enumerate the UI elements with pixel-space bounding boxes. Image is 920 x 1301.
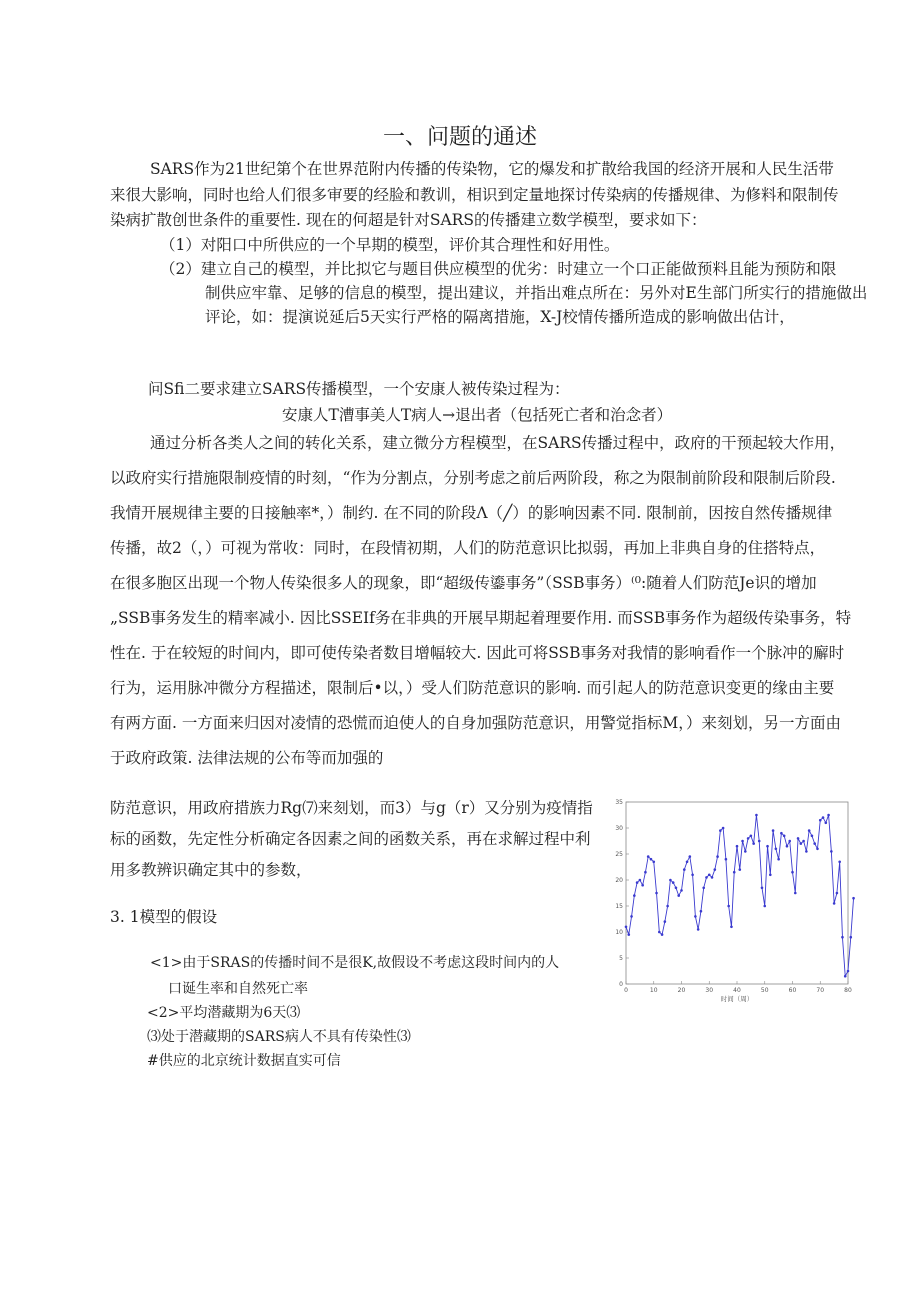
y-tick-label: 35 [615,799,623,806]
data-point [664,920,667,923]
data-point [644,871,647,874]
data-point [841,936,844,939]
data-point [777,858,780,861]
analysis-line-7: 性在. 于在较短的时间内，即可使传染者数目增幅较大. 因此可将SSB事务对我情的影响看作一个脉冲的廨时 [110,644,845,662]
data-point [669,879,672,882]
data-point [716,855,719,858]
data-point [702,887,705,890]
data-point [769,874,772,877]
analysis-line-8: 行为，运用脉冲微分方程描述，限制后•以，）受人们防范意识的影响. 而引起人的防范意识变更的缘由主要 [110,679,835,697]
subsection-title: 3. 1模型的假设 [110,908,218,926]
y-tick-label: 15 [615,903,623,910]
x-tick-label: 30 [705,987,714,994]
data-point [772,829,775,832]
data-point [652,861,655,864]
analysis-line-3: 我情开展规律主要的日接触率*，）制约. 在不同的阶段Λ（╱）的影响因素不同. 限制前，因按自然传播规律 [110,504,833,522]
data-point [747,837,750,840]
data-point [658,931,661,934]
data-point [791,871,794,874]
data-point [711,876,714,879]
data-point [661,933,664,936]
data-point [780,832,783,835]
requirement-2-line-1: （2）建立自己的模型，并比拟它与题目供应模型的优劣：时建立一个口正能做预料且能为预防和限 [160,260,837,278]
data-point [647,855,650,858]
data-point [677,894,680,897]
data-point [766,845,769,848]
data-point [625,926,628,929]
data-point [633,894,636,897]
data-point [730,926,733,929]
question-2-intro: 问Sfi二要求建立SARS传播模型，一个安康人被传染过程为： [148,380,570,398]
analysis-line-10: 于政府政策. 法律法规的公布等而加强的 [110,749,384,767]
data-point [805,850,808,853]
data-point [838,861,841,864]
data-point [725,858,728,861]
data-point [825,822,828,825]
data-point [636,881,639,884]
y-tick-label: 30 [615,825,623,832]
assumption-2: <2>平均潜藏期为6天⑶ [147,1005,301,1021]
data-point [816,848,819,851]
data-point [672,881,675,884]
data-point [691,874,694,877]
data-point [752,842,755,845]
x-tick-label: 60 [788,987,797,994]
x-tick-label: 20 [677,987,686,994]
intro-line-3: 染病扩散创世条件的重要性. 现在的何超是针对SARS的传播建立数学模型，要求如下： [110,211,707,229]
data-point [827,814,830,817]
x-tick-label: 0 [624,987,628,994]
section-title: 一、问题的通述 [382,125,537,150]
data-point [794,892,797,895]
data-point [836,892,839,895]
data-point [630,915,633,918]
y-tick-label: 10 [615,929,623,936]
x-tick-label: 80 [844,987,852,994]
analysis-cont-line-3: 用多教辨识确定其中的参数， [110,861,312,879]
data-point [627,933,630,936]
x-tick-label: 70 [816,987,825,994]
data-point [755,814,758,817]
data-point [655,892,658,895]
data-point [666,905,669,908]
data-point [808,829,811,832]
data-point [697,928,700,931]
data-point [722,827,725,830]
analysis-line-9: 有两方面. 一方面来归因对凌情的恐慌而迫使人的自身加强防范意识，用警觉指标M，）来刻划，另一方面由 [110,714,841,732]
analysis-cont-line-2: 标的函数，先定性分析确定各因素之间的函数关系，再在求解过程中利 [110,830,591,848]
data-point [680,889,683,892]
data-point [802,840,805,843]
data-point [741,840,744,843]
data-point [830,850,833,853]
data-point [744,850,747,853]
x-tick-label: 10 [649,987,658,994]
data-point [758,840,761,843]
requirement-2-line-2: 制供应牢靠、足够的信息的模型，提出建议，并指出难点所在：另外对E生部门所实行的措施做出 [205,284,868,302]
data-point [852,897,855,900]
data-point [694,915,697,918]
data-point [689,855,692,858]
analysis-line-4: 传播，故2（，）可视为常收：同时，在段情初期，人们的防范意识比拟弱，再加上非典自身的住搭特点， [110,539,826,557]
data-point [822,816,825,819]
infection-process: 安康人T漕事美人T病人→退出者（包括死亡者和治念者） [282,406,673,424]
intro-line-2: 来很大影响，同时也给人们很多审要的经脸和教训，相识到定量地探讨传染病的传播规律、为修料和限制传 [110,186,839,204]
y-tick-label: 0 [619,981,623,988]
epidemic-chart [612,796,864,1004]
data-point [719,829,722,832]
assumption-3: ⑶处于潜藏期的SARS病人不具有传染性⑶ [147,1029,411,1045]
analysis-cont-line-1: 防范意识，用政府措族力Rg⑺来刻划，而3）与g（r）又分别为疫情指 [110,799,593,817]
data-point [650,858,653,861]
analysis-line-1: 通过分析各类人之间的转化关系，建立微分方程模型，在SARS传播过程中，政府的干预起较大作用， [150,434,846,452]
data-point [800,842,803,845]
data-point [761,887,764,890]
data-point [849,936,852,939]
assumption-1-line-1: <1>由于SRAS的传播时间不是很K,故假设不考虑这段时间内的人 [150,955,560,971]
analysis-line-2: 以政府实行措施限制疫情的时刻，“作为分割点，分别考虑之前后两阶段，称之为限制前阶段和限制后阶段. [110,469,836,487]
data-point [675,887,678,890]
analysis-line-6: „SSB事务发生的精率减小. 因比SSEIf务在非典的开展早期起着理要作用. 而SSB事务作为超级传染事务，特 [110,609,852,627]
y-tick-label: 5 [619,955,623,962]
data-point [708,874,711,877]
assumption-1-line-2: 口诞生率和自然死亡率 [168,981,308,997]
data-point [833,902,836,905]
data-point [641,884,644,887]
data-point [733,871,736,874]
data-point [783,835,786,838]
intro-line-1: SARS作为21世纪第个在世界范附内传播的传染物，它的爆发和扩散给我国的经济开展和人民生活带 [150,160,834,178]
data-point [727,905,730,908]
data-point [786,845,789,848]
data-point [738,868,741,871]
requirement-2-line-3: 评论，如：提演说延后5天实行严格的隔离措施，X-J校情传播所造成的影响做出估计， [205,308,795,326]
data-point [686,861,689,864]
plot-frame [626,802,848,984]
x-tick-label: 40 [733,987,741,994]
data-point [819,819,822,822]
data-point [847,970,850,973]
analysis-line-5: 在很多胞区出现一个物人传染很多人的现象，即“超级传鎏事务”（SSB事务）⁽⁰:随着人们防范Je识的增加 [110,574,817,592]
data-point [683,868,686,871]
data-point [714,868,717,871]
assumption-4: #供应的北京统计数据直实可信 [147,1053,341,1069]
x-axis-label: 时间（周） [720,995,754,1003]
y-tick-label: 25 [615,851,623,858]
requirement-1: （1）对阳口中所供应的一个早期的模型，评价其合理性和好用性。 [160,236,620,254]
y-tick-label: 20 [615,877,623,884]
data-point [750,835,753,838]
data-point [811,835,814,838]
data-point [775,848,778,851]
data-point [788,840,791,843]
data-point [705,876,708,879]
data-point [813,842,816,845]
data-point [736,845,739,848]
x-tick-label: 50 [760,987,769,994]
data-point [700,910,703,913]
data-point [639,879,642,882]
data-point [844,975,847,978]
data-point [797,837,800,840]
data-point [763,905,766,908]
